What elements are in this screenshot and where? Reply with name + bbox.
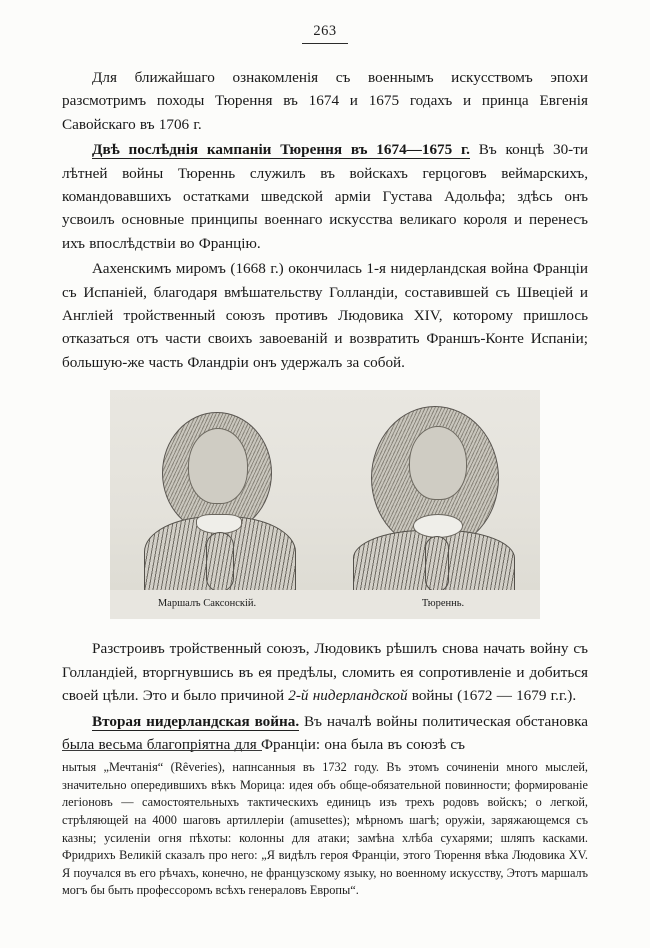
portrait-marshal-saxe: [110, 390, 325, 590]
paragraph-4-text-mid: войны (1672 — 1679 г.г.).: [407, 687, 577, 705]
page-number: 263: [302, 23, 348, 44]
paragraph-4-text-before: Разстроивъ тройственный союзъ, Людовикъ рѣшилъ снова начать войну съ Голландіей, вторгнувшись въ ея предѣлы, сломить ея сопротивленіе и добиться своей цѣли. Это и было причиной: [62, 640, 588, 705]
caption-left: Маршалъ Саксонскій.: [157, 598, 257, 610]
figure-image: [110, 390, 540, 590]
portrait-turenne: [325, 390, 540, 590]
paragraph-2: [62, 138, 588, 255]
paragraph-5-runhead: Вторая нидерландская война.: [92, 712, 300, 730]
paragraph-2-text: Въ концѣ 30-ти лѣтней войны Тюреннь служилъ въ войскахъ герцоговъ веймарскихъ, командовавшихъ остатками шведской арміи Густава Адольфа; здѣсь онъ усвоилъ основные принципы военнаго искусства великаго короля и перенесъ ихъ впослѣдствіи во Францію.: [62, 141, 588, 252]
footnote-text: нытыя „Мечтанія“ (Rêveries), напнсанныя въ 1732 году. Въ этомъ сочиненіи много мыслей, значительно опередившихъ вѣкъ Морица: идея объ обще-обязательной повинности; формированіе легіоновъ — самостоятельныхъ тактическихъ единицъ изъ трехъ родовъ войскъ; о легкой, стрѣляющей на 4000 шаговъ артиллеріи (amusettes); мѣрномъ шагѣ; оружіи, заряжающемся съ казны; усиленіи огня пѣхоты: колонны для атаки; замѣна хлѣба сухарями; шляпъ касками. Фридрихъ Великій сказалъ про него: „Я видѣлъ героя Франціи, этого Тюрення вѣка Людовика XV. Я поучался въ его рѣчахъ, конечно, не французскому языку, но военному искусству, Этотъ маршалъ могъ бы быть профессоромъ всѣхъ генераловъ Европы“.: [62, 760, 588, 898]
paragraph-1: [62, 66, 588, 136]
paragraph-5-text: Въ началѣ войны политическая обстановка была весьма благопріятна для Франціи: она была въ союзѣ съ: [62, 712, 588, 753]
page-number-container: [62, 0, 588, 44]
paragraph-3: [62, 257, 588, 374]
footnote-area: [62, 750, 588, 900]
paragraph-4: [62, 637, 588, 707]
figure-inner: [110, 390, 540, 619]
footnote-divider: [62, 750, 262, 751]
paragraph-1-text: Для ближайшаго ознакомленія съ военнымъ искусствомъ эпохи разсмотримъ походы Тюрення въ 1674 и 1675 годахъ и принца Евгенія Савойскаго въ 1706 г.: [62, 69, 588, 133]
figure-captions: [110, 590, 540, 619]
body-text: [62, 66, 588, 756]
caption-right: Тюреннь.: [421, 598, 465, 610]
paragraph-4-italic: 2-й нидерландской: [288, 687, 408, 705]
after-figure-text: [62, 637, 588, 756]
paragraph-3-text: Аахенскимъ миромъ (1668 г.) окончилась 1-я нидерландская война Франціи съ Испаніей, благодаря вмѣшательству Голландіи, составившей съ Швеціей и Англіей тройственный союзъ противъ Людовика XIV, которому пришлось отказаться отъ части своихъ завоеваній и возвратить Франшъ-Конте Испаніи; большую-же часть Фландріи онъ удержалъ за собой.: [62, 260, 588, 371]
paragraph-2-runhead: Двѣ послѣднія кампаніи Тюрення въ 1674—1675 г.: [92, 141, 470, 159]
figure-portraits: [62, 390, 588, 619]
